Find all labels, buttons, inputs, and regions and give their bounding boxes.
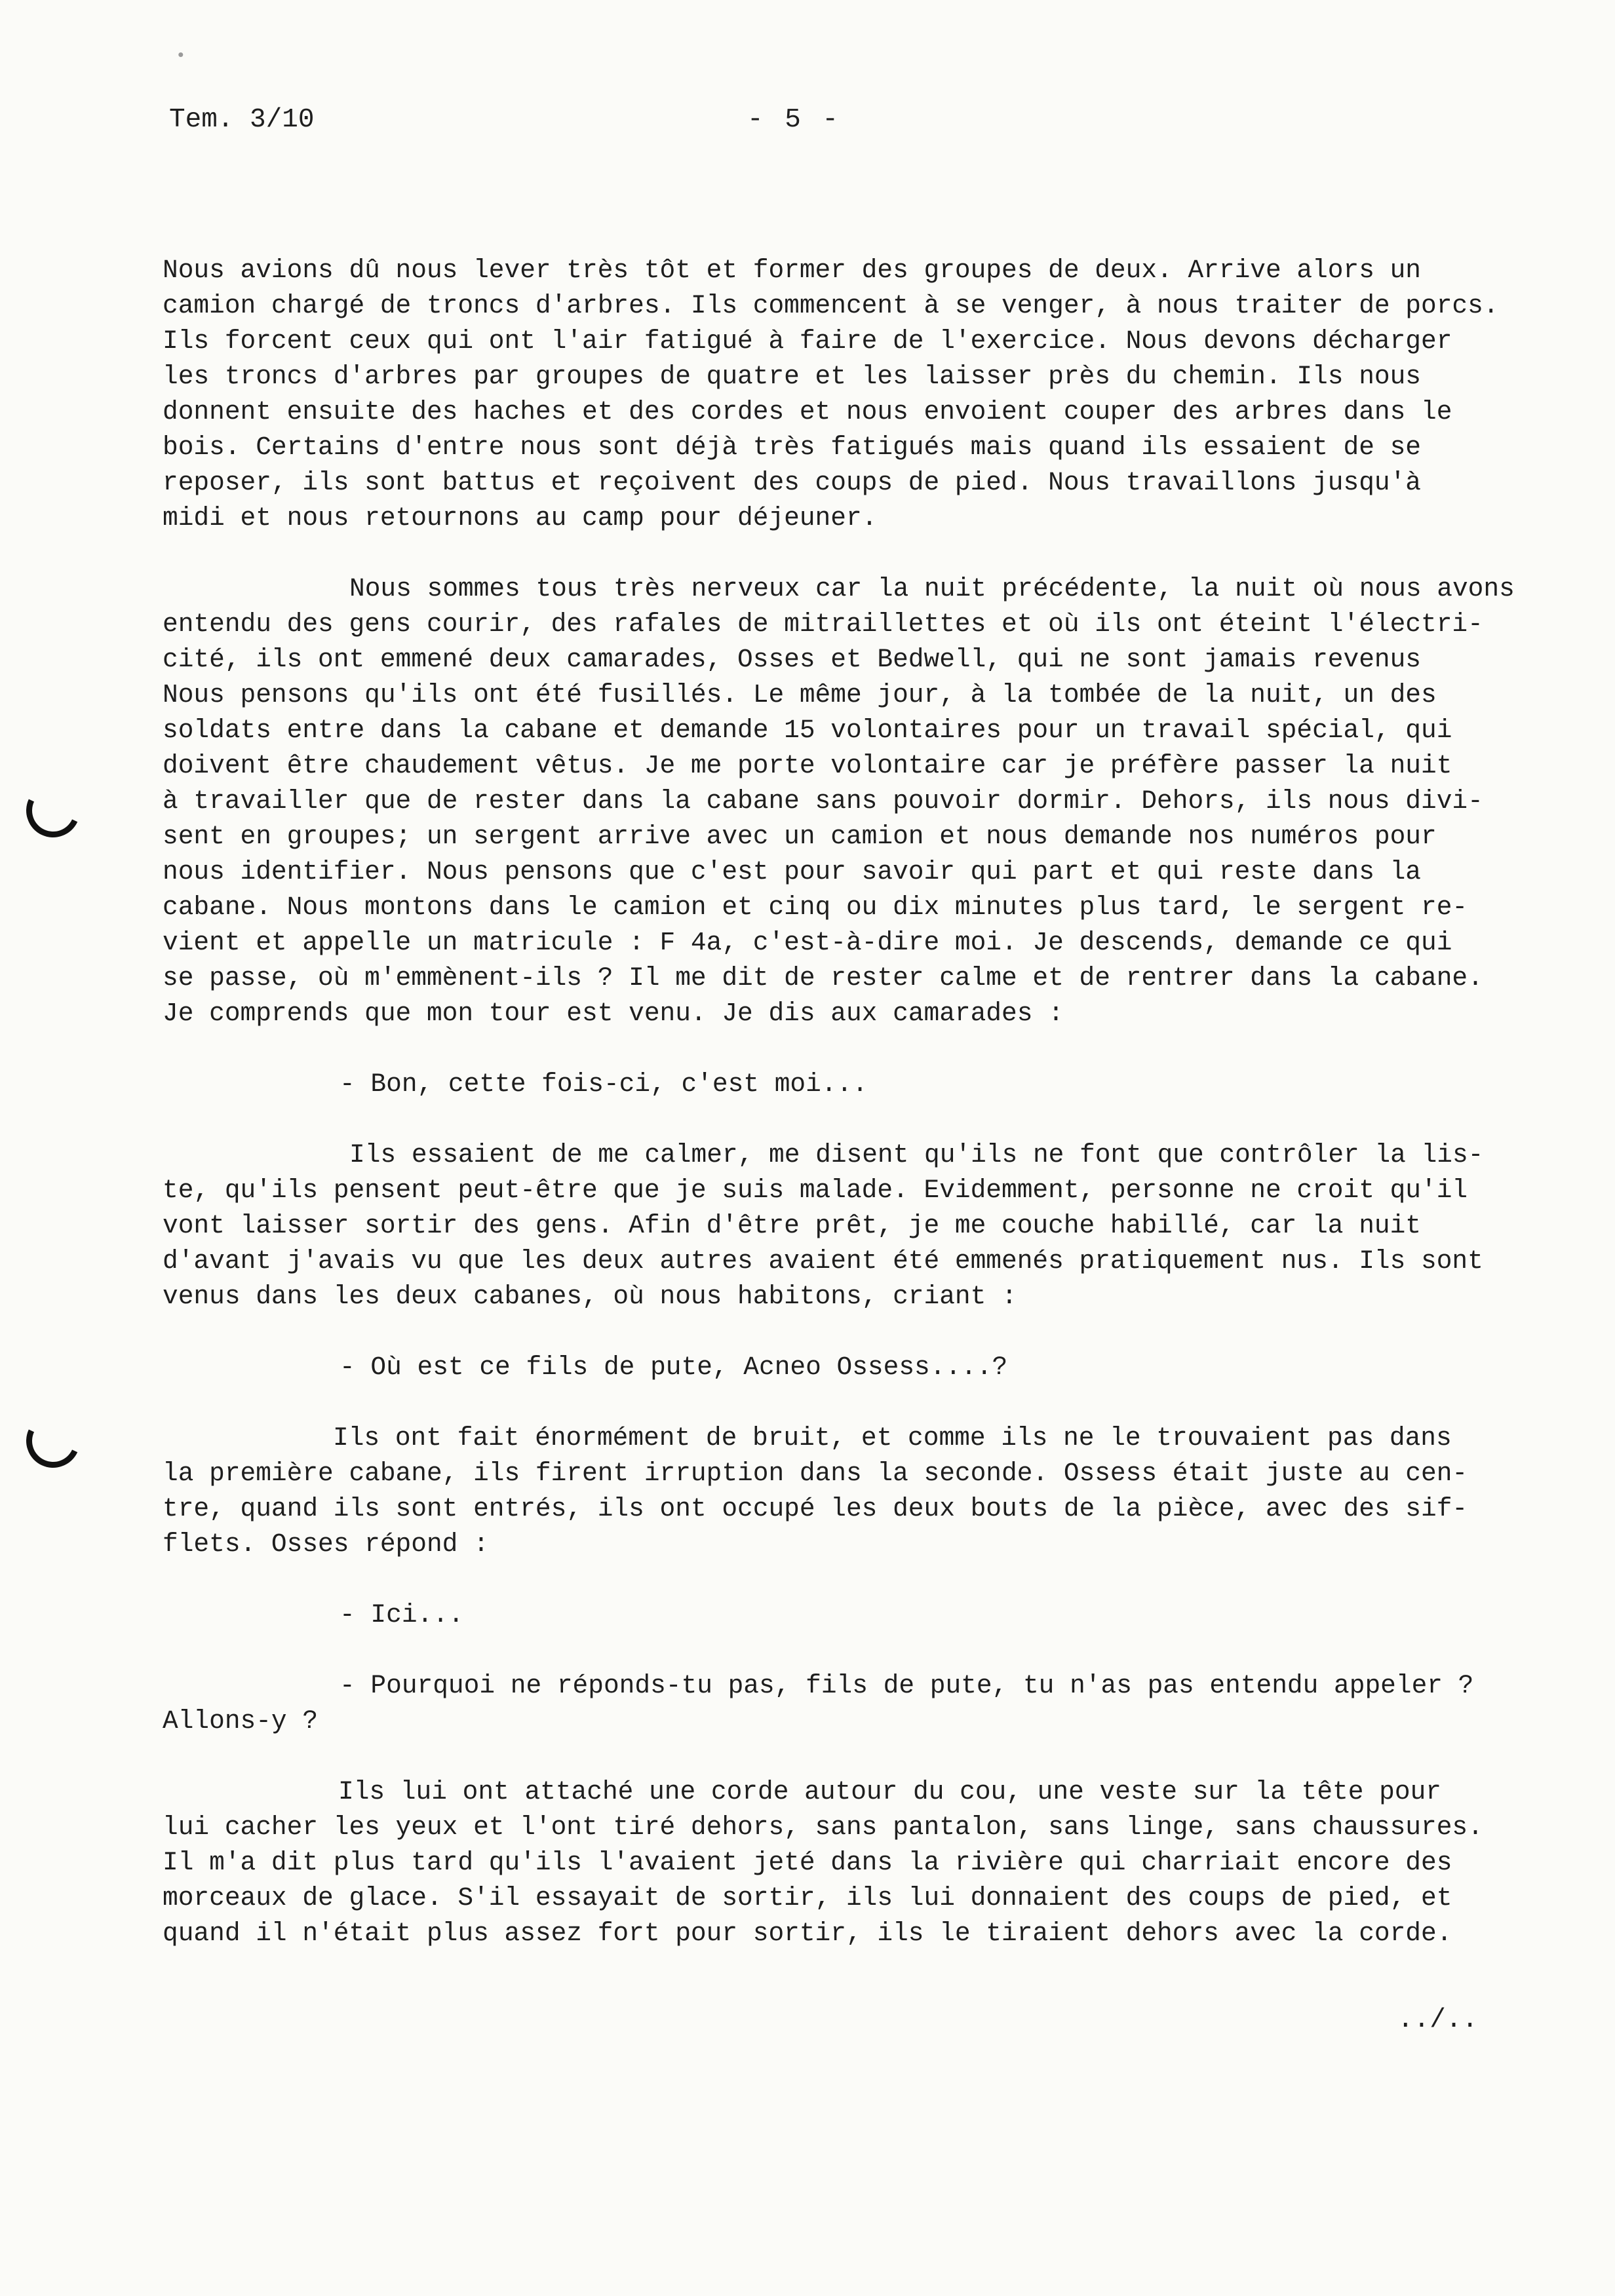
text-line: nous identifier. Nous pensons que c'est pour savoir qui part et qui reste dans la (163, 857, 1422, 887)
text-line: Allons-y ? (163, 1706, 319, 1736)
dialogue-line (163, 1067, 1572, 1102)
paragraph (163, 253, 1572, 536)
text-line: cabane. Nous montons dans le camion et cinq ou dix minutes plus tard, le sergent re- (163, 892, 1468, 922)
text-line: Ils ont fait énormément de bruit, et comme ils ne le trouvaient pas dans (333, 1423, 1452, 1453)
text-line: - Ici... (340, 1600, 464, 1630)
text-line: Ils lui ont attaché une corde autour du cou, une veste sur la tête pour (338, 1777, 1441, 1807)
text-line: Nous avions dû nous lever très tôt et former des groupes de deux. Arrive alors un (163, 256, 1422, 285)
document-reference: Tem. 3/10 (169, 105, 315, 135)
text-line: venus dans les deux cabanes, où nous habitons, criant : (163, 1282, 1017, 1311)
text-line: Nous pensons qu'ils ont été fusillés. Le même jour, à la tombée de la nuit, un des (163, 680, 1437, 710)
text-line: quand il n'était plus assez fort pour sortir, ils le tiraient dehors avec la corde. (163, 1919, 1452, 1948)
paragraph (163, 1774, 1572, 1951)
text-line: à travailler que de rester dans la cabane sans pouvoir dormir. Dehors, ils nous divi- (163, 786, 1483, 816)
text-line: vient et appelle un matricule : F 4a, c'est-à-dire moi. Je descends, demande ce qui (163, 928, 1452, 957)
text-line: te, qu'ils pensent peut-être que je suis malade. Evidemment, personne ne croit qu'il (163, 1176, 1468, 1205)
dialogue-line (163, 1598, 1572, 1633)
text-line: les troncs d'arbres par groupes de quatre et les laisser près du chemin. Ils nous (163, 362, 1422, 391)
text-line: soldats entre dans la cabane et demande 15 volontaires pour un travail spécial, qui (163, 716, 1452, 745)
text-line: la première cabane, ils firent irruption dans la seconde. Ossess était juste au cen- (163, 1459, 1468, 1488)
text-line: tre, quand ils sont entrés, ils ont occupé les deux bouts de la pièce, avec des sif- (163, 1494, 1468, 1523)
text-line: reposer, ils sont battus et reçoivent des coups de pied. Nous travaillons jusqu'à (163, 468, 1422, 497)
paragraph (163, 1138, 1572, 1314)
paragraph (163, 571, 1572, 1031)
document-body (163, 253, 1572, 1987)
text-line: lui cacher les yeux et l'ont tiré dehors, sans pantalon, sans linge, sans chaussures. (163, 1812, 1483, 1842)
text-line: cité, ils ont emmené deux camarades, Osses et Bedwell, qui ne sont jamais revenus (163, 645, 1422, 674)
text-line: - Bon, cette fois-ci, c'est moi... (340, 1069, 868, 1099)
text-line: Ils forcent ceux qui ont l'air fatigué à faire de l'exercice. Nous devons décharger (163, 326, 1452, 356)
text-line: donnent ensuite des haches et des cordes et nous envoient couper des arbres dans le (163, 397, 1452, 427)
continuation-mark: ../.. (1397, 2005, 1479, 2035)
text-line: entendu des gens courir, des rafales de mitraillettes et où ils ont éteint l'électri- (163, 609, 1483, 639)
text-line: midi et nous retournons au camp pour déjeuner. (163, 503, 878, 533)
text-line: Nous sommes tous très nerveux car la nuit précédente, la nuit où nous avons (349, 574, 1515, 603)
text-line: bois. Certains d'entre nous sont déjà très fatigués mais quand ils essaient de se (163, 432, 1422, 462)
punch-hole-mark (18, 1406, 87, 1475)
text-line: - Où est ce fils de pute, Acneo Ossess....? (340, 1352, 1008, 1382)
text-line: - Pourquoi ne réponds-tu pas, fils de pute, tu n'as pas entendu appeler ? (340, 1671, 1474, 1700)
text-line: doivent être chaudement vêtus. Je me porte volontaire car je préfère passer la nuit (163, 751, 1452, 780)
text-line: camion chargé de troncs d'arbres. Ils commencent à se venger, à nous traiter de porcs. (163, 291, 1499, 320)
scan-speck: • (176, 46, 186, 66)
paragraph (163, 1421, 1572, 1562)
text-line: Il m'a dit plus tard qu'ils l'avaient jeté dans la rivière qui charriait encore des (163, 1848, 1452, 1877)
text-line: flets. Osses répond : (163, 1529, 489, 1559)
text-line: se passe, où m'emmènent-ils ? Il me dit de rester calme et de rentrer dans la cabane. (163, 963, 1483, 993)
dialogue-line (163, 1350, 1572, 1385)
text-line: morceaux de glace. S'il essayait de sortir, ils lui donnaient des coups de pied, et (163, 1883, 1452, 1913)
dialogue-line (163, 1668, 1572, 1739)
page-number: - 5 - (747, 105, 842, 135)
text-line: vont laisser sortir des gens. Afin d'être prêt, je me couche habillé, car la nuit (163, 1211, 1422, 1240)
text-line: d'avant j'avais vu que les deux autres avaient été emmenés pratiquement nus. Ils sont (163, 1246, 1483, 1276)
punch-hole-mark (18, 776, 87, 845)
text-line: sent en groupes; un sergent arrive avec un camion et nous demande nos numéros pour (163, 822, 1437, 851)
text-line: Ils essaient de me calmer, me disent qu'ils ne font que contrôler la lis- (349, 1140, 1484, 1170)
text-line: Je comprends que mon tour est venu. Je dis aux camarades : (163, 999, 1064, 1028)
